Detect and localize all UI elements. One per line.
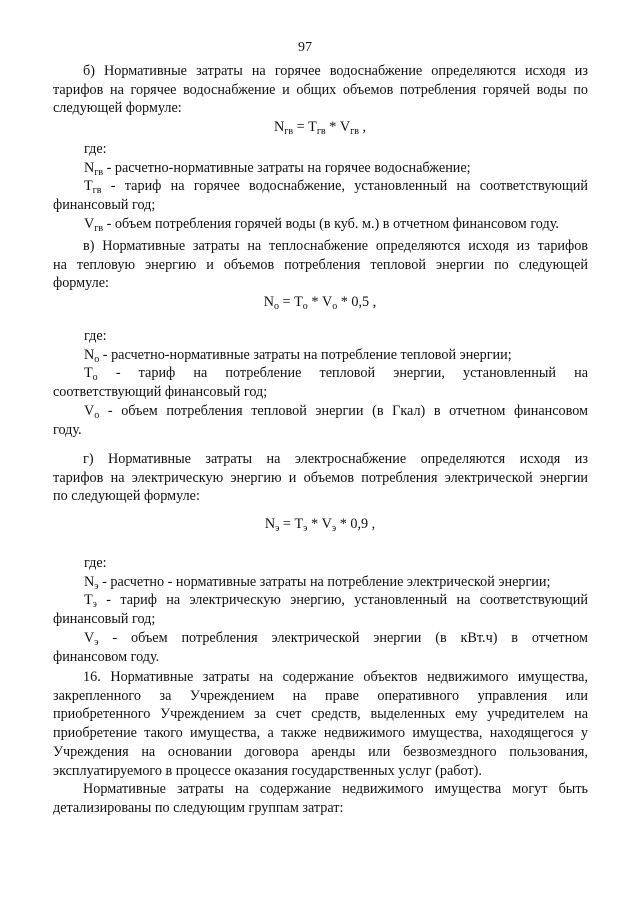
- text-line: в) Нормативные затраты на теплоснабжение определяются исходя из тарифов: [83, 238, 588, 254]
- electric-intro: [53, 450, 588, 506]
- heat-formula: $N_о = T_о * V_о * 0,5$ ,: [263, 294, 377, 312]
- text-line: 16. Нормативные затраты на содержание объектов недвижимого имущества,: [83, 669, 588, 685]
- electric-definitions: [53, 554, 588, 666]
- text-line: детализированы по следующим группам затрат:: [53, 799, 344, 816]
- electric-formula: $N_э = T_э * V_э * 0,9$ ,: [264, 516, 376, 534]
- definition-line: году.: [53, 421, 82, 438]
- definition-line: $T_о$ - тариф на потребление тепловой энергии, установленный на: [84, 365, 588, 384]
- text-line: Нормативные затраты на содержание недвижимого имущества могут быть: [83, 781, 588, 798]
- page-number: 97: [298, 40, 312, 55]
- text-line: приобретение такого имущества, а также недвижимого имущества, находящегося у: [53, 725, 588, 742]
- definition-line: $T_{гв}$ - тариф на горячее водоснабжение, установленный на соответствующий: [84, 178, 588, 197]
- hot-water-formula: $N_{гв} = T_{гв} * V_{гв}$ ,: [273, 119, 367, 137]
- text-line: приобретенного Учреждением за счет средств, выделенных ему учредителем на: [53, 706, 588, 723]
- text-line: формуле:: [53, 275, 109, 292]
- definition-line: $T_э$ - тариф на электрическую энергию, установленный на соответствующий: [84, 592, 588, 611]
- text-line: Учреждения на основании договора аренды или безвозмездного пользования,: [53, 743, 588, 760]
- hot-water-definitions: [53, 140, 588, 234]
- definition-line: соответствующий финансовый год;: [53, 384, 268, 401]
- text-line: б) Нормативные затраты на горячее водоснабжение определяются исходя из: [83, 63, 588, 79]
- text-line: следующей формуле:: [53, 100, 182, 117]
- heat-definitions: [53, 327, 588, 439]
- definition-line: $V_о$ - объем потребления тепловой энергии (в Гкал) в отчетном финансовом: [84, 402, 588, 421]
- heat-intro: [53, 237, 588, 293]
- text-line: закрепленного за Учреждением на праве оперативного управления или: [53, 687, 588, 704]
- text-line: тарифов на горячее водоснабжение и общих объемов потребления горячей воды по: [53, 81, 588, 98]
- where-label: где:: [84, 328, 107, 344]
- text-line: по следующей формуле:: [53, 488, 200, 505]
- definition-line: $N_о$ - расчетно-нормативные затраты на потребление тепловой энергии;: [84, 346, 512, 365]
- text-line: тарифов на электрическую энергию и объемов потребления электрической энергии: [53, 469, 588, 486]
- definition-line: финансовый год;: [53, 197, 156, 214]
- definition-line: $N_{гв}$ - расчетно-нормативные затраты на горячее водоснабжение;: [84, 159, 471, 178]
- text-line: на тепловую энергию и объемов потребления тепловой энергии по следующей: [53, 256, 588, 273]
- hot-water-intro: [53, 62, 588, 118]
- text-line: г) Нормативные затраты на электроснабжение определяются исходя из: [83, 451, 588, 467]
- definition-line: финансовый год;: [53, 611, 156, 628]
- where-label: где:: [84, 141, 107, 157]
- text-line: эксплуатируемого в процессе оказания государственных услуг (работ).: [53, 762, 482, 779]
- definition-line: финансовом году.: [53, 648, 160, 665]
- section-16: [53, 668, 588, 818]
- where-label: где:: [84, 555, 107, 571]
- definition-line: $N_э$ - расчетно - нормативные затраты на потребление электрической энергии;: [84, 573, 551, 592]
- definition-line: $V_э$ - объем потребления электрической энергии (в кВт.ч) в отчетном: [84, 629, 588, 648]
- definition-line: $V_{гв}$ - объем потребления горячей воды (в куб. м.) в отчетном финансовом году.: [84, 215, 559, 234]
